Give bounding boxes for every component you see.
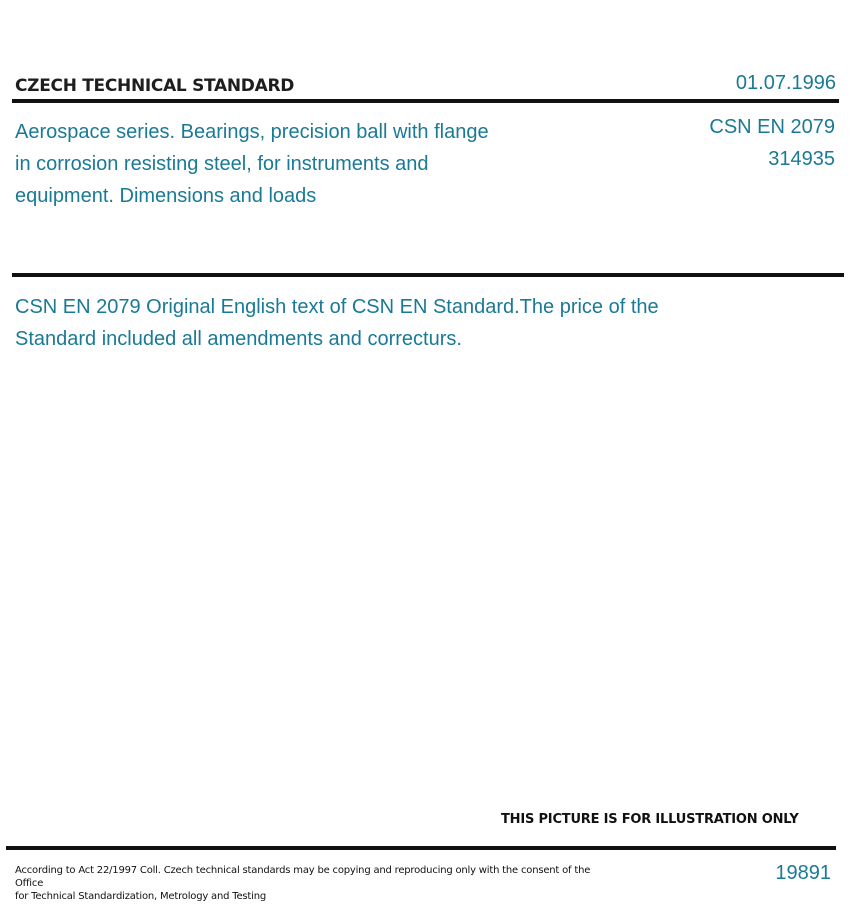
- legal-note-line-2: for Technical Standardization, Metrology and Testing: [15, 891, 266, 902]
- catalog-number: 314935: [768, 148, 835, 170]
- standard-title: Aerospace series. Bearings, precision ball with flange in corrosion resisting steel, for instruments and equipment. Dimensions and loads: [15, 121, 489, 207]
- legal-note-line-1: According to Act 22/1997 Coll. Czech technical standards may be copying and reproducing only with the consent of the Office: [15, 865, 591, 889]
- header-divider: [12, 99, 839, 103]
- page-number: 19891: [775, 862, 831, 884]
- footer-divider: [6, 846, 836, 850]
- section-divider: [12, 273, 844, 277]
- illustration-note: THIS PICTURE IS FOR ILLUSTRATION ONLY: [501, 812, 799, 827]
- legal-note: [15, 864, 595, 903]
- document-type-label: CZECH TECHNICAL STANDARD: [15, 76, 295, 96]
- standard-number: CSN EN 2079: [709, 116, 835, 138]
- publication-date: 01.07.1996: [735, 72, 836, 94]
- standard-description: CSN EN 2079 Original English text of CSN EN Standard.The price of the Standard included all amendments and correcturs.: [15, 296, 659, 350]
